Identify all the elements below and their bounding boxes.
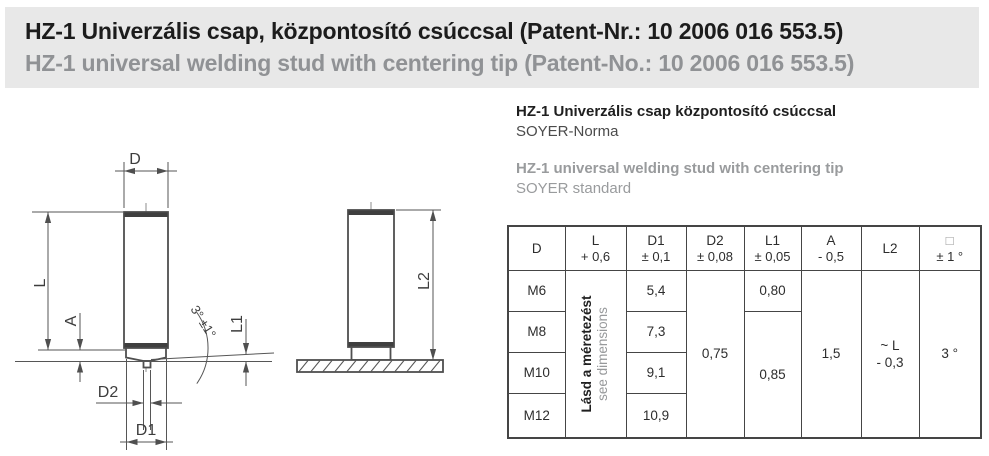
table-header-row bbox=[508, 226, 981, 270]
product-title-hu: HZ-1 Univerzális csap központosító csúccsal bbox=[516, 103, 837, 120]
angle-label: 3° ±1° bbox=[187, 302, 220, 341]
row-label-m8: M8 bbox=[508, 311, 565, 352]
col-header-l: L + 0,6 bbox=[565, 226, 626, 270]
col-header-a: A - 0,5 bbox=[801, 226, 861, 270]
taper-face-line bbox=[151, 353, 274, 360]
stud-front-view bbox=[15, 151, 274, 450]
value-d1-m12: 10,9 bbox=[626, 393, 686, 438]
technical-drawing bbox=[0, 100, 500, 456]
value-d2: 0,75 bbox=[686, 270, 744, 438]
weld-flange-side bbox=[352, 347, 391, 360]
product-subtitle-hu: SOYER-Norma bbox=[516, 123, 619, 140]
col-header-d2: D2 ± 0,08 bbox=[686, 226, 744, 270]
dim-label-d2: D2 bbox=[97, 384, 119, 401]
value-l2 bbox=[861, 270, 919, 438]
product-title-en: HZ-1 universal welding stud with centering tip bbox=[516, 160, 844, 177]
page-title-hu: HZ-1 Univerzális csap, központosító csúccsal (Patent-Nr.: 10 2006 016 553.5) bbox=[25, 18, 844, 44]
col-header-square: □ ± 1 ° bbox=[919, 226, 981, 270]
l-note-en: see dimensions bbox=[594, 306, 610, 401]
spec-table bbox=[507, 225, 982, 439]
value-d1-m10: 9,1 bbox=[626, 352, 686, 393]
stud-body-front bbox=[124, 212, 168, 348]
dim-label-l2: L2 bbox=[416, 272, 433, 290]
l-note-cell bbox=[565, 270, 626, 438]
col-header-l2: L2 bbox=[861, 226, 919, 270]
value-a: 1,5 bbox=[801, 270, 861, 438]
value-d1-m6: 5,4 bbox=[626, 270, 686, 311]
dim-label-d: D bbox=[129, 151, 141, 168]
dim-label-l1: L1 bbox=[229, 315, 246, 333]
table-row-m6 bbox=[508, 270, 981, 311]
thread-band-bottom-side bbox=[349, 342, 394, 347]
value-d1-m8: 7,3 bbox=[626, 311, 686, 352]
stud-body-side bbox=[348, 210, 394, 347]
value-l2-line2: - 0,3 bbox=[876, 354, 904, 370]
value-l2-line1: ~ L bbox=[880, 337, 900, 353]
dim-label-l: L bbox=[32, 278, 49, 288]
value-l1-m6: 0,80 bbox=[744, 270, 801, 311]
dim-label-a: A bbox=[63, 315, 80, 327]
page-title-en: HZ-1 universal welding stud with centering tip (Patent-No.: 10 2006 016 553.5) bbox=[25, 50, 855, 76]
row-label-m12: M12 bbox=[508, 393, 565, 438]
header-band bbox=[5, 7, 979, 88]
thread-band-top-side bbox=[349, 211, 394, 216]
col-header-d: D bbox=[508, 226, 565, 270]
stud-side-view bbox=[297, 202, 443, 372]
row-label-m6: M6 bbox=[508, 270, 565, 311]
col-header-l1: L1 ± 0,05 bbox=[744, 226, 801, 270]
value-angle: 3 ° bbox=[919, 270, 981, 438]
dim-label-d1: D1 bbox=[135, 422, 157, 439]
value-l1-m8-m12: 0,85 bbox=[744, 311, 801, 438]
thread-band-top bbox=[125, 213, 168, 218]
l-note-hu: Lásd a méretezést bbox=[578, 295, 594, 413]
square-symbol: □ bbox=[945, 232, 954, 248]
product-subtitle-en: SOYER standard bbox=[516, 180, 632, 197]
thread-band-bottom bbox=[125, 343, 168, 348]
col-header-d1: D1 ± 0,1 bbox=[626, 226, 686, 270]
row-label-m10: M10 bbox=[508, 352, 565, 393]
